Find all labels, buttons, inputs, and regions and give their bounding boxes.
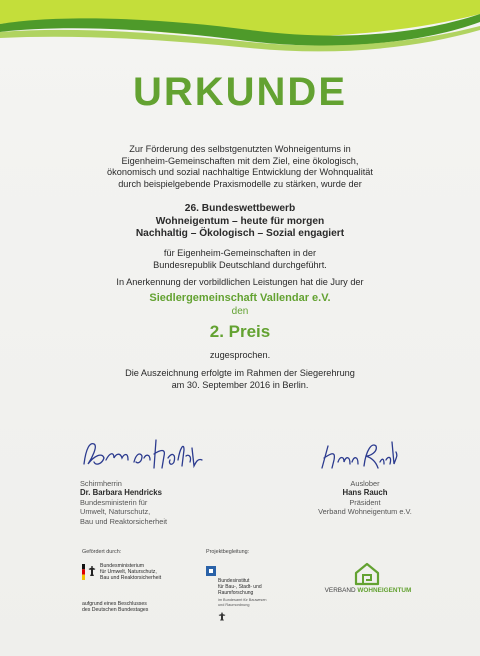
- prize-title: 2. Preis: [209, 322, 271, 341]
- signatory-role: Schirmherrin: [80, 479, 122, 488]
- recipient-organization: Siedlergemeinschaft Vallendar e.V.: [149, 292, 331, 304]
- institute-subtitle: [218, 598, 267, 607]
- contest-line: Wohneigentum – heute für morgen: [155, 215, 325, 227]
- intro-line: durch beispielgebende Praxismodelle zu stärken, wurde der: [118, 178, 362, 189]
- signatory-title-line: Umwelt, Naturschutz,: [80, 507, 151, 517]
- institute-line: für Bau-, Stadt- und: [218, 584, 262, 590]
- project-support-label: Projektbegleitung:: [206, 549, 250, 555]
- signatory-title-line: Verband Wohneigentum e.V.: [318, 507, 412, 517]
- intro-line: ökonomisch und sozial nachhaltige Entwicklung der Wohnqualität: [107, 167, 373, 178]
- german-flag-bars-icon: [82, 564, 85, 580]
- funded-by-label: Gefördert durch:: [82, 549, 122, 555]
- signatory-role: Auslober: [350, 479, 380, 488]
- institute-name: [218, 578, 262, 596]
- signatory-title-line: Präsident: [349, 497, 381, 507]
- contest-line: 26. Bundeswettbewerb: [184, 203, 296, 214]
- institute-sub-line: im Bundesamt für Bauwesen: [218, 598, 267, 602]
- signatory-name: Dr. Barbara Hendricks: [80, 488, 162, 498]
- house-logo-icon: [354, 562, 380, 586]
- ministry-line: Bundesministerium: [100, 563, 145, 569]
- green-swoosh-banner: [0, 0, 480, 60]
- ministry-line: für Umwelt, Naturschutz,: [100, 569, 157, 576]
- ceremony-line: am 30. September 2016 in Berlin.: [171, 379, 309, 390]
- den-text: den: [231, 306, 249, 317]
- execution-line: Bundesrepublik Deutschland durchgeführt.: [153, 259, 327, 270]
- bbsr-mark-icon: [206, 566, 216, 576]
- signatory-right: [310, 479, 420, 517]
- ministry-name: [100, 563, 161, 582]
- federal-eagle-icon: [88, 565, 96, 577]
- ministry-line: Bau und Reaktorsicherheit: [100, 575, 162, 582]
- signatory-title-line: Bundesministerin für: [80, 497, 148, 507]
- intro-paragraph: [0, 144, 480, 190]
- institute-logo: [206, 566, 286, 622]
- ministry-logo: [82, 563, 174, 603]
- resolution-line: des Deutschen Bundestages: [82, 607, 149, 614]
- ceremony-line: Die Auszeichnung erfolgte im Rahmen der Siegerehrung: [125, 368, 355, 378]
- intro-line: Zur Förderung des selbstgenutzten Wohneigentums in: [129, 144, 351, 154]
- institute-sub-line: und Raumordnung: [218, 602, 250, 607]
- signatory-title-line: Bau und Reaktorsicherheit: [80, 516, 168, 526]
- awarded-text: zugesprochen.: [209, 350, 271, 360]
- association-name: WOHNEIGENTUM: [357, 587, 412, 594]
- signature-hendricks: [80, 434, 204, 478]
- intro-line: Eigenheim-Gemeinschaften mit dem Ziel, eine ökologisch,: [121, 155, 359, 166]
- bundestag-resolution-note: [82, 601, 148, 613]
- signatory-left: [80, 479, 210, 526]
- execution-paragraph: [0, 248, 480, 271]
- signatory-name: Hans Rauch: [342, 488, 388, 498]
- institute-line: Bundesinstitut: [218, 578, 250, 584]
- association-logo-text: [310, 587, 426, 594]
- execution-line: für Eigenheim-Gemeinschaften in der: [163, 248, 317, 258]
- signature-rauch: [318, 434, 398, 474]
- contest-title: [0, 203, 480, 241]
- certificate-title: URKUNDE: [133, 70, 347, 114]
- resolution-line: aufgrund eines Beschlusses: [82, 601, 147, 607]
- association-prefix: VERBAND: [324, 587, 358, 594]
- institute-line: Raumforschung: [218, 590, 254, 596]
- contest-line: Nachhaltig – Ökologisch – Sozial engagiert: [135, 228, 345, 240]
- ceremony-paragraph: [0, 368, 480, 391]
- recognition-text: In Anerkennung der vorbildlichen Leistungen hat die Jury der: [116, 277, 364, 287]
- federal-eagle-small-icon: [218, 612, 226, 621]
